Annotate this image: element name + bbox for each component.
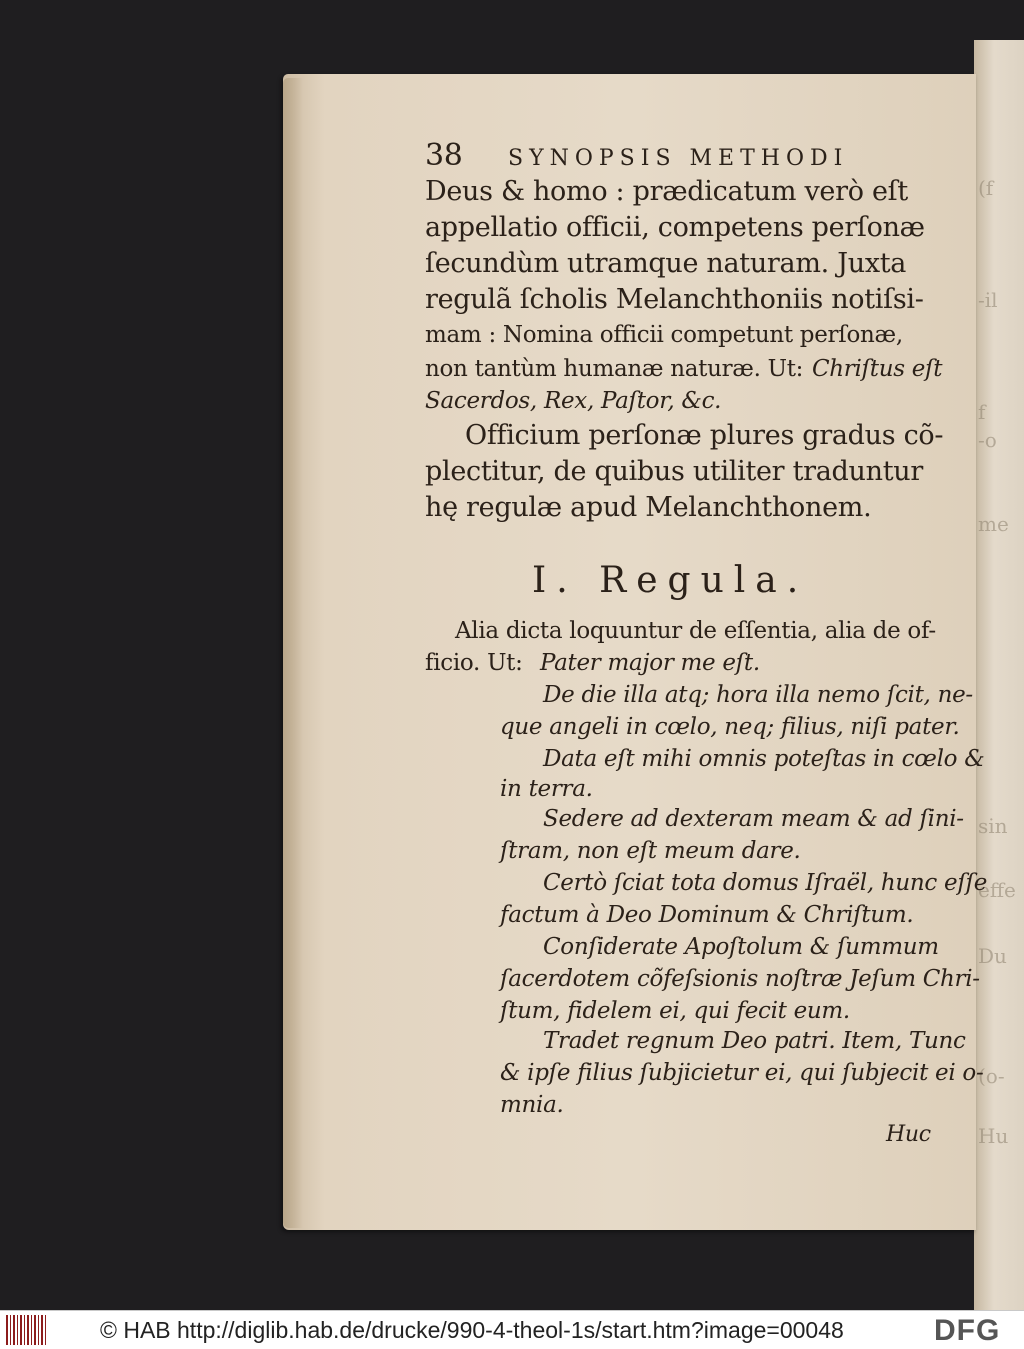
italic-quote: & ipſe filius ſubjicietur ei, qui ſubjecit ei o- bbox=[500, 1060, 984, 1086]
adjacent-page-edge bbox=[974, 40, 1024, 1310]
text-line: ſecundùm utramque naturam. Juxta bbox=[425, 248, 907, 279]
text-line: plectitur, de quibus utiliter traduntur bbox=[425, 456, 923, 487]
footer-bar bbox=[0, 1310, 1024, 1349]
section-heading: I. Regula. bbox=[532, 560, 809, 601]
adjacent-page-fragment: -il bbox=[978, 288, 998, 312]
text-line: non tantùm humanæ naturæ. Ut: bbox=[425, 356, 804, 382]
text-line: Deus & homo : prædicatum verò eſt bbox=[425, 176, 908, 207]
adjacent-page-fragment: (f bbox=[978, 176, 994, 200]
italic-quote: Sacerdos, Rex, Paſtor, &c. bbox=[425, 388, 722, 414]
text-line: mam : Nomina officii competunt perſonæ, bbox=[425, 322, 903, 348]
italic-quote: Certò ſciat tota domus Iſraël, hunc eſſe bbox=[543, 870, 988, 896]
text-line: hę regulæ apud Melanchthonem. bbox=[425, 492, 872, 523]
italic-quote: mnia. bbox=[500, 1092, 564, 1118]
adjacent-page-fragment: -o bbox=[978, 428, 997, 452]
library-logo-icon bbox=[6, 1315, 48, 1345]
italic-quote: ſacerdotem cõfeſsionis noſtræ Jeſum Chri- bbox=[500, 966, 980, 992]
italic-quote: Sedere ad dexteram meam & ad ſini- bbox=[543, 806, 964, 832]
italic-quote: Pater major me eſt. bbox=[540, 650, 760, 676]
italic-quote: Data eſt mihi omnis poteſtas in cœlo & bbox=[543, 746, 985, 772]
adjacent-page-fragment: me bbox=[978, 512, 1009, 536]
source-link[interactable]: © HAB http://diglib.hab.de/drucke/990-4-theol-1s/start.htm?image=00048 bbox=[100, 1317, 844, 1343]
italic-quote: Chriſtus eſt bbox=[812, 356, 943, 382]
text-line: ficio. Ut: bbox=[425, 650, 523, 676]
italic-quote: De die illa atq; hora illa nemo ſcit, ne- bbox=[543, 682, 973, 708]
text-line: regulã ſcholis Melanchthoniis notiſsi- bbox=[425, 284, 924, 315]
italic-quote: ſtum, fidelem ei, qui fecit eum. bbox=[500, 998, 850, 1024]
text-line: appellatio officii, competens perſonæ bbox=[425, 212, 925, 243]
text-line: Alia dicta loquuntur de eſſentia, alia de of- bbox=[455, 618, 936, 644]
adjacent-page-fragment: f bbox=[978, 400, 986, 424]
italic-quote: factum à Deo Dominum & Chriſtum. bbox=[500, 902, 914, 928]
italic-quote: que angeli in cœlo, neq; filius, niſi pater. bbox=[500, 714, 960, 740]
running-head: SYNOPSIS METHODI bbox=[508, 146, 849, 171]
adjacent-page-fragment: Hu bbox=[978, 1124, 1009, 1148]
adjacent-page-fragment: sin bbox=[978, 814, 1008, 838]
italic-quote: in terra. bbox=[500, 776, 593, 802]
page-number: 38 bbox=[425, 138, 463, 173]
page-gutter-shadow bbox=[283, 78, 303, 1228]
adjacent-page-fragment: Du bbox=[978, 944, 1007, 968]
italic-quote: ſtram, non eſt meum dare. bbox=[500, 838, 801, 864]
italic-quote: Conſiderate Apoſtolum & ſummum bbox=[543, 934, 939, 960]
catchword: Huc bbox=[886, 1122, 931, 1147]
text-line: Officium perſonæ plures gradus cõ- bbox=[465, 420, 944, 451]
italic-quote: Tradet regnum Deo patri. Item, Tunc bbox=[543, 1028, 966, 1054]
adjacent-page-fragment: (o- bbox=[978, 1064, 1005, 1088]
dfg-logo: DFG bbox=[934, 1314, 1001, 1347]
adjacent-page-fragment: effe bbox=[978, 878, 1016, 902]
